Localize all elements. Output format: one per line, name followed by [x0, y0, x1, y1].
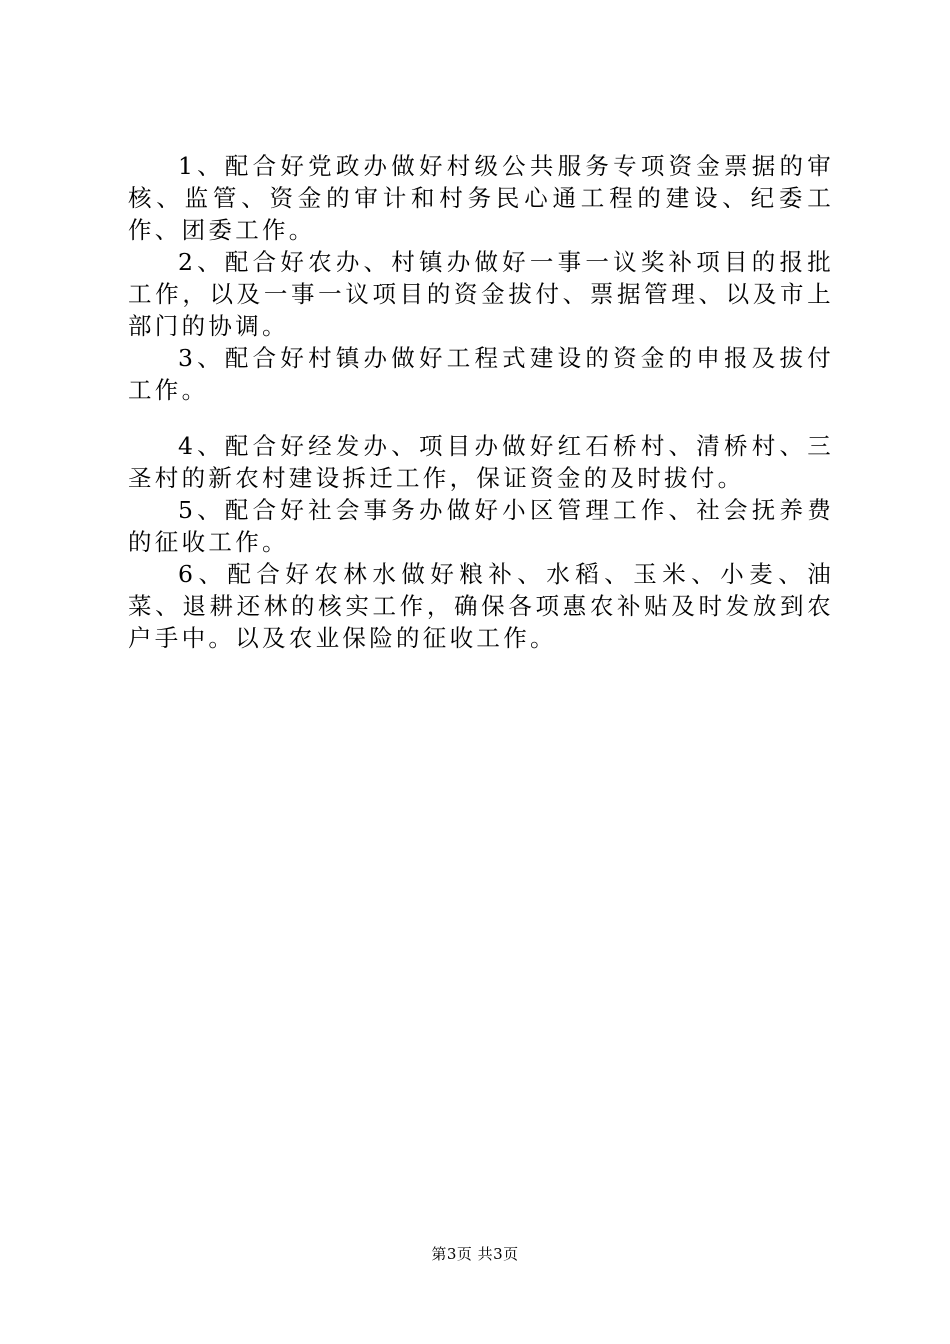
paragraph-4: 4、配合好经发办、项目办做好红石桥村、清桥村、三圣村的新农村建设拆迁工作，保证资金的及时拔付。 [128, 432, 834, 492]
paragraph-5: 5、配合好社会事务办做好小区管理工作、社会抚养费的征收工作。 [128, 496, 834, 556]
paragraph-3: 3、配合好村镇办做好工程式建设的资金的申报及拔付工作。 [128, 344, 834, 404]
paragraph-2: 2、配合好农办、村镇办做好一事一议奖补项目的报批工作，以及一事一议项目的资金拔付、票据管理、以及市上部门的协调。 [128, 248, 834, 340]
document-body [128, 150, 834, 654]
page-number-footer: 第3页 共3页 [431, 1245, 519, 1263]
paragraph-6: 6、配合好农林水做好粮补、水稻、玉米、小麦、油菜、退耕还林的核实工作，确保各项惠农补贴及时发放到农户手中。以及农业保险的征收工作。 [128, 560, 834, 652]
paragraph-1: 1、配合好党政办做好村级公共服务专项资金票据的审核、监管、资金的审计和村务民心通工程的建设、纪委工作、团委工作。 [128, 152, 834, 244]
